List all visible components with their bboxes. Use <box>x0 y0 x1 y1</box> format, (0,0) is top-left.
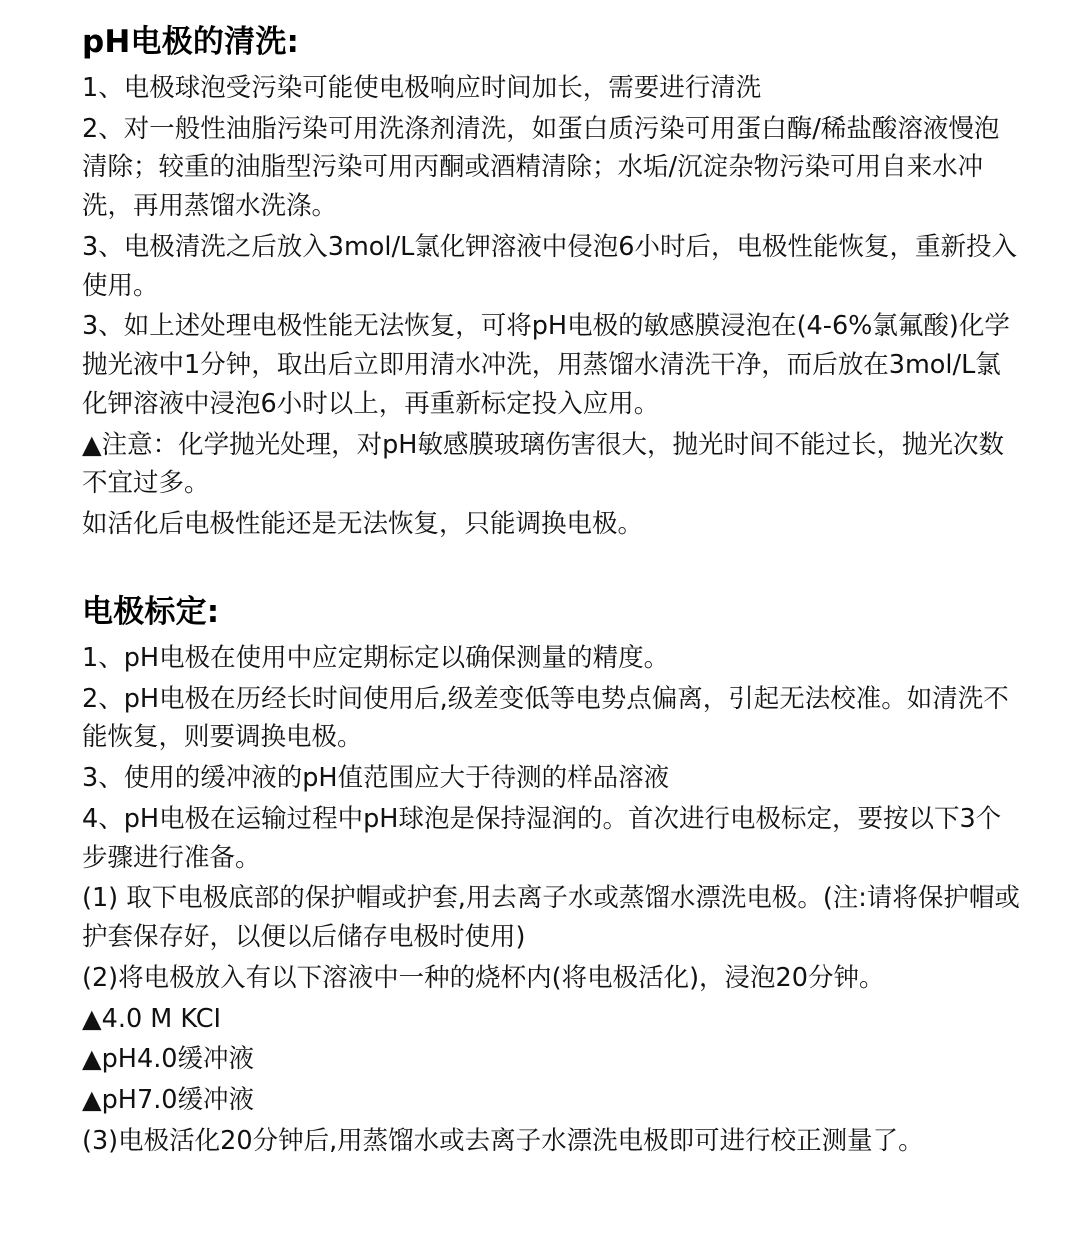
list-item-solution: ▲pH7.0缓冲液 <box>82 1085 255 1116</box>
paragraph: 3、电极清洗之后放入3mol/L氯化钾溶液中侵泡6小时后，电极性能恢复，重新投入使用。 <box>82 231 1017 301</box>
paragraph: 3、使用的缓冲液的pH值范围应大于待测的样品溶液 <box>82 763 670 794</box>
paragraph-step-2: (2)将电极放入有以下溶液中一种的烧杯内(将电极活化)，浸泡20分钟。 <box>82 962 885 993</box>
paragraph: 3、如上述处理电极性能无法恢复，可将pH电极的敏感膜浸泡在(4-6%氯氟酸)化学抛光液中1分钟，取出后立即用清水冲洗，用蒸馏水清洗干净，而后放在3mol/L氯化钾溶液中浸泡6小时以上，再重新标定投入应用。 <box>82 311 1010 419</box>
paragraph: 2、对一般性油脂污染可用洗涤剂清洗，如蛋白质污染可用蛋白酶/稀盐酸溶液慢泡清除；较重的油脂型污染可用丙酮或酒精清除；水垢/沉淀杂物污染可用自来水冲洗，再用蒸馏水洗涤。 <box>82 113 1000 222</box>
paragraph-step-1: (1) 取下电极底部的保护帽或护套,用去离子水或蒸馏水漂洗电极。(注:请将保护帽或护套保存好，以便以后储存电极时使用) <box>82 883 1020 953</box>
paragraph: 1、电极球泡受污染可能使电极响应时间加长，需要进行清洗 <box>82 72 762 103</box>
list-item-solution: ▲4.0 M KCI <box>82 1003 222 1034</box>
paragraph: 1、pH电极在使用中应定期标定以确保测量的精度。 <box>82 642 670 673</box>
paragraph: 2、pH电极在历经长时间使用后,级差变低等电势点偏离，引起无法校准。如清洗不能恢复，则要调换电极。 <box>82 683 1009 753</box>
section-cleaning <box>82 22 1024 544</box>
paragraph: 如活化后电极性能还是无法恢复，只能调换电极。 <box>82 509 644 540</box>
list-item-solution: ▲pH4.0缓冲液 <box>82 1044 255 1075</box>
paragraph-step-3: (3)电极活化20分钟后,用蒸馏水或去离子水漂洗电极即可进行校正测量了。 <box>82 1125 924 1156</box>
section-divider-space <box>82 546 1024 592</box>
section-title-cleaning: pH电极的清洗: <box>82 24 300 60</box>
section-calibration <box>82 592 1024 1161</box>
section-title-calibration: 电极标定: <box>82 593 220 630</box>
paragraph-note: ▲注意：化学抛光处理，对pH敏感膜玻璃伤害很大，抛光时间不能过长，抛光次数不宜过多。 <box>82 429 1004 499</box>
paragraph: 4、pH电极在运输过程中pH球泡是保持湿润的。首次进行电极标定，要按以下3个步骤进行准备。 <box>82 803 1002 873</box>
